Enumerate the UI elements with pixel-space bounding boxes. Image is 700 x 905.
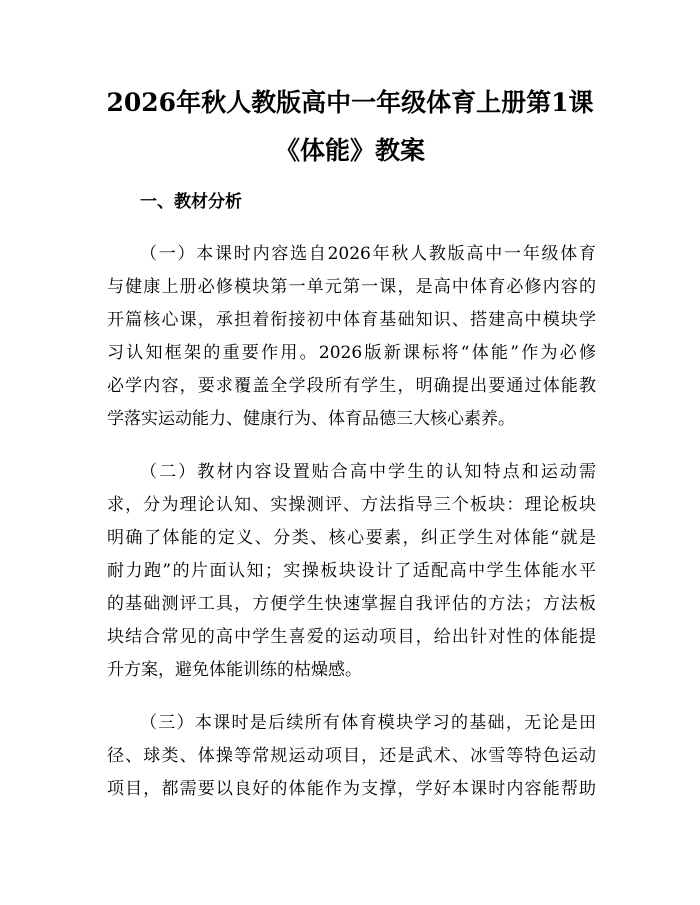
paragraph-2-line: 升方案，避免体能训练的枯燥感。 (107, 660, 362, 680)
paragraph-1-line: 学落实运动能力、健康行为、体育品德三大核心素养。 (107, 409, 515, 429)
paragraph-2-line: 耐力跑”的片面认知；实操板块设计了适配高中学生体能水平 (107, 561, 596, 581)
paragraph-1-line: 开篇核心课，承担着衔接初中体育基础知识、搭建高中模块学 (107, 310, 596, 330)
paragraph-2-line: （二）教材内容设置贴合高中学生的认知特点和运动需 (140, 462, 596, 482)
section-heading: 一、教材分析 (140, 192, 242, 212)
paragraph-2-line: 的基础测评工具，方便学生快速掌握自我评估的方法；方法板 (107, 594, 596, 614)
paragraph-1-line: （一）本课时内容选自2026年秋人教版高中一年级体育 (140, 244, 596, 264)
paragraph-2-line: 块结合常见的高中学生喜爱的运动项目，给出针对性的体能提 (107, 627, 596, 647)
paragraph-1-line: 必学内容，要求覆盖全学段所有学生，明确提出要通过体能教 (107, 376, 596, 396)
paragraph-1-line: 习认知框架的重要作用。2026版新课标将“体能”作为必修 (107, 343, 596, 363)
paragraph-1-line: 与健康上册必修模块第一单元第一课，是高中体育必修内容的 (107, 277, 596, 297)
paragraph-3-line: 径、球类、体操等常规运动项目，还是武术、冰雪等特色运动 (107, 746, 596, 766)
paragraph-3-line: （三）本课时是后续所有体育模块学习的基础，无论是田 (140, 713, 596, 733)
paragraph-2-line: 求，分为理论认知、实操测评、方法指导三个板块：理论板块 (107, 495, 596, 515)
document-title-line-2: 《体能》教案 (274, 136, 425, 165)
paragraph-2-line: 明确了体能的定义、分类、核心要素，纠正学生对体能“就是 (107, 528, 596, 548)
document-title-line-1: 2026年秋人教版高中一年级体育上册第1课 (106, 88, 594, 117)
paragraph-3-line: 项目，都需要以良好的体能作为支撑，学好本课时内容能帮助 (107, 779, 596, 799)
